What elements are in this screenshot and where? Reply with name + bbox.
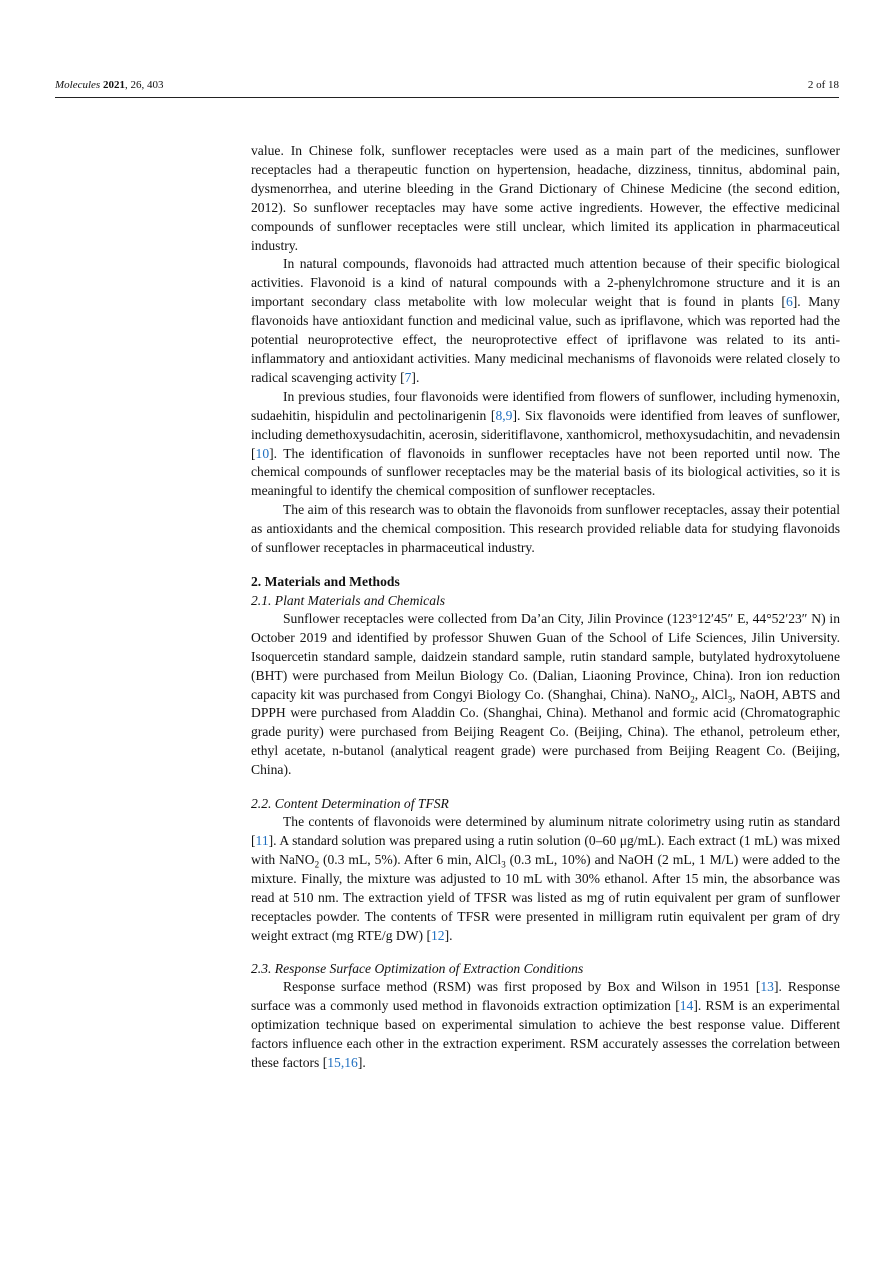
- citation-link[interactable]: 11: [255, 833, 269, 848]
- intro-paragraph-3: In previous studies, four flavonoids were identified from flowers of sunflower, including hymenoxin, sudaehitin, hispidulin and pectolinarigenin [8,9]. Six flavonoids were identified from leaves of sunflower, including demethoxysudachitin, acerosin, sideritiflavone, xanthomicrol, methoxysudachitin, and nevadensin [10]. The identification of flavonoids in sunflower receptacles have not been reported until now. The chemical compounds of sunflower receptacles may be the material basis of its biological activities, so it is meaningful to identify the chemical composition of sunflower receptacles.: [251, 388, 840, 499]
- citation-link[interactable]: 12: [431, 927, 445, 943]
- subsection-heading: 2.1. Plant Materials and Chemicals: [251, 592, 446, 608]
- citation-link[interactable]: 14: [679, 998, 694, 1014]
- citation-link[interactable]: 15,16: [327, 1055, 358, 1071]
- subsection-heading: 2.2. Content Determination of TFSR: [251, 796, 449, 812]
- journal-volume: , 26, 403: [124, 79, 164, 91]
- citation-link[interactable]: 7: [404, 369, 412, 385]
- subsection-heading: 2.3. Response Surface Optimization of Extraction Conditions: [251, 961, 584, 977]
- citation-link[interactable]: 13: [760, 979, 774, 995]
- materials-paragraph: Sunflower receptacles were collected from Da’an City, Jilin Province (123°12′45″ E, 44°52′23″ N) in October 2019 and identified by professor Shuwen Guan of the School of Life Sciences, Jilin University. Isoquercetin standard sample, daidzein standard sample, rutin standard sample, butylated hydroxytoluene (BHT) were purchased from Meilun Biology Co. (Dalian, Liaoning Province, China). Iron ion reduction capacity kit was purchased from Congyi Biology Co. (Shanghai, China). NaNO$_2$, AlCl$_3$, NaOH, ABTS and DPPH were purchased from Aladdin Co. (Shanghai, China). Methanol and formic acid (Chromatographic grade purity) were purchased from Beijing Reagent Co. (Beijing, China). The ethanol, petroleum ether, ethyl acetate, n-butanol (analytical reagent grade) were purchased from Beijing Reagent Co. (Beijing, China).: [251, 610, 840, 778]
- intro-paragraph-1: value. In Chinese folk, sunflower receptacles were used as a main part of the medicines, sunflower receptacles had a therapeutic function on hypertension, headache, dizziness, tinnitus, abdominal pain, dysmenorrhea, and uterine bleeding in the Grand Dictionary of Chinese Medicine (the second edition, 2012). So sunflower receptacles may have some active ingredients. However, the effective medicinal compounds of sunflower receptacles were still unclear, which limited its application in pharmaceutical industry.: [251, 143, 840, 253]
- intro-paragraph-2: In natural compounds, flavonoids had attracted much attention because of their specific biological activities. Flavonoid is a kind of natural compounds with a 2-phenylchromone structure and it is an important secondary class metabolite with low molecular weight that is found in plants [6]. Many flavonoids have antioxidant function and medicinal value, such as ipriflavone, which was reported had the potential neuroprotective effect, the neuroprotective effect of ipriflavone was related to its anti-inflammatory and antioxidant activities. Many medicinal mechanisms of flavonoids were related closely to radical scavenging activity [7].: [251, 256, 840, 385]
- content-determination-paragraph: The contents of flavonoids were determined by aluminum nitrate colorimetry using rutin as standard [11]. A standard solution was prepared using a rutin solution (0–60 μg/mL). Each extract (1 mL) was mixed with NaNO$_2$ (0.3 mL, 5%). After 6 min, AlCl$_3$ (0.3 mL, 10%) and NaOH (2 mL, 1 M/L) were added to the mixture. Finally, the mixture was adjusted to 10 mL with 30% ethanol. After 15 min, the absorbance was read at 510 nm. The extraction yield of TFSR was listed as mg of rutin equivalent per gram of sunflower receptacles powder. The contents of TFSR were presented in milligram rutin equivalent per gram of dry weight extract (mg RTE/g DW) [12].: [251, 814, 840, 943]
- journal-citation: [55, 79, 163, 91]
- rsm-paragraph: Response surface method (RSM) was first proposed by Box and Wilson in 1951 [13]. Response surface was a commonly used method in flavonoids extraction optimization [14]. RSM is an experimental optimization technique based on experimental simulation to achieve the best response value. Different factors influence each other in the extraction experiment. RSM accurately assesses the correlation between these factors [15,16].: [251, 979, 840, 1071]
- journal-name: Molecules: [55, 79, 101, 91]
- journal-year: 2021: [102, 79, 125, 91]
- page-number: 2 of 18: [807, 79, 839, 91]
- citation-link[interactable]: 8,9: [495, 407, 513, 423]
- citation-link[interactable]: 6: [785, 294, 793, 310]
- page-header: [55, 77, 839, 98]
- article-body: [251, 142, 840, 1073]
- section-heading: 2. Materials and Methods: [251, 573, 400, 589]
- intro-paragraph-4: The aim of this research was to obtain the flavonoids from sunflower receptacles, assay their potential as antioxidants and the chemical composition. This research provided reliable data for studying flavonoids of sunflower receptacles in pharmaceutical industry.: [251, 502, 840, 556]
- citation-link[interactable]: 10: [255, 445, 270, 461]
